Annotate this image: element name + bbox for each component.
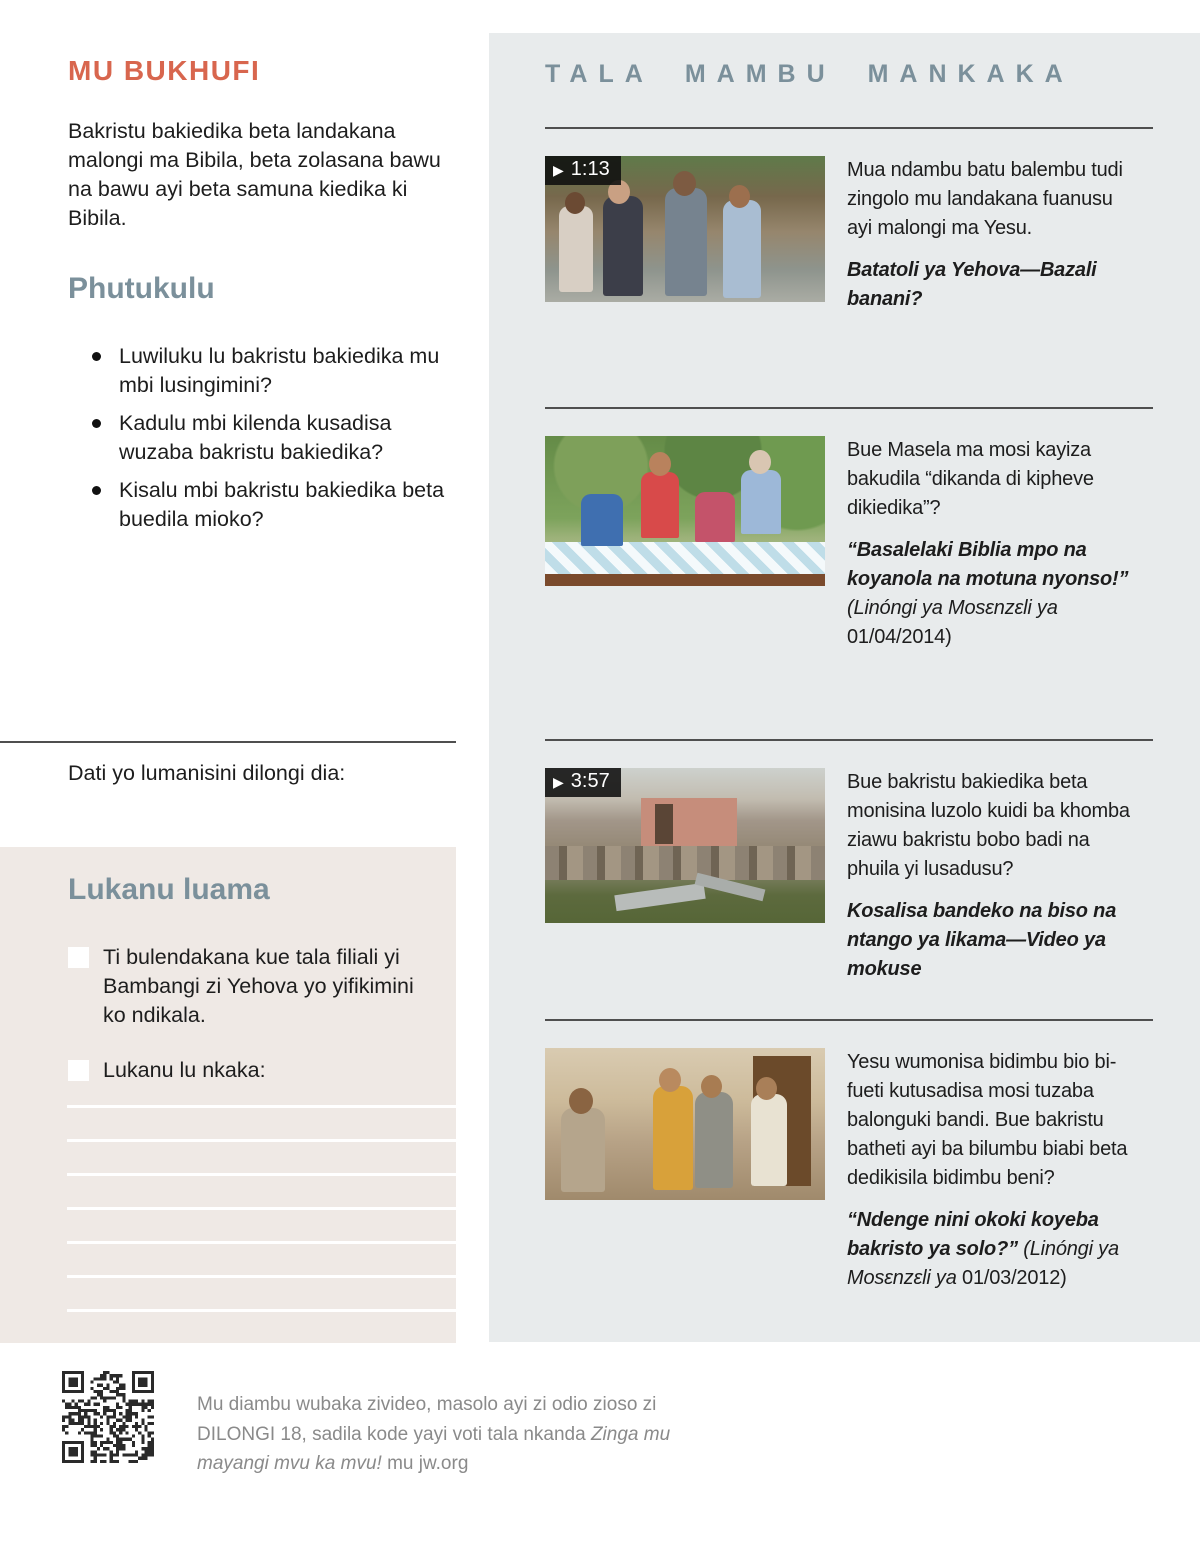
list-item: [92, 342, 462, 400]
media-item: [545, 127, 1153, 407]
bullet-icon: [92, 486, 101, 495]
play-icon: ▶: [553, 161, 564, 178]
play-icon: ▶: [553, 773, 564, 790]
write-in-line[interactable]: [67, 1139, 456, 1142]
media-title: “Ndenge nini okoki koyeba bakristo ya solo?”: [847, 1209, 1099, 1260]
media-description: Bue bakristu bakiedika beta monisina luzolo kuidi ba khomba ziawu bakristu bobo badi na phuila yi lusadusu?: [847, 771, 1130, 880]
footer-note-text: mu jw.org: [381, 1453, 469, 1474]
thumbnail-art: [756, 1077, 777, 1100]
publication-title: Zinga mu mayangi mvu ka mvu!: [197, 1423, 671, 1474]
thumbnail-art: [729, 185, 750, 208]
checkbox[interactable]: [68, 1060, 89, 1081]
write-in-line[interactable]: [67, 1275, 456, 1278]
source-date: 01/03/2012): [962, 1267, 1067, 1289]
media-description: Mua ndambu batu balembu tudi zingolo mu landakana fuanusu ayi malongi ma Yesu.: [847, 159, 1123, 239]
thumbnail-art: [653, 1086, 693, 1190]
thumbnail-art: [695, 1092, 733, 1188]
media-title: Kosalisa bandeko na biso na ntango ya likama—Video ya mokuse: [847, 900, 1117, 980]
thumbnail-art: [741, 470, 781, 534]
thumbnail-art: [749, 450, 771, 474]
write-in-line[interactable]: [67, 1207, 456, 1210]
goals-box-title: Lukanu luama: [68, 873, 270, 906]
footer-note: [197, 1390, 697, 1479]
thumbnail-art: [695, 492, 735, 542]
goals-box: [0, 847, 456, 1343]
thumbnail-art: [751, 1094, 787, 1186]
image-thumbnail-jesus-teaching[interactable]: [545, 1048, 825, 1200]
preview-questions-list: [92, 342, 462, 543]
thumbnail-art: [545, 846, 825, 880]
divider: [0, 741, 456, 743]
goal-item-text: Lukanu lu nkaka:: [103, 1058, 266, 1082]
thumbnail-art: [701, 1075, 722, 1098]
list-item-text: Luwiluku lu bakristu bakiedika mu mbi lusingimini?: [119, 344, 440, 397]
goal-item: [68, 943, 433, 1030]
source-reference: (Linóngi ya Mosɛnzɛli ya: [847, 1238, 1119, 1289]
write-in-line[interactable]: [67, 1105, 456, 1108]
media-description: Bue Masela ma mosi kayiza bakudila “dikanda di kipheve dikiedika”?: [847, 439, 1094, 519]
panel-title: TALA MAMBU MANKAKA: [545, 60, 1074, 88]
video-thumbnail-disaster-relief[interactable]: [545, 768, 825, 923]
list-item-text: Kadulu mbi kilenda kusadisa wuzaba bakristu bakiedika?: [119, 411, 392, 464]
source-reference: (Linóngi ya Mosɛnzɛli ya: [847, 597, 1058, 619]
bullet-icon: [92, 352, 101, 361]
thumbnail-art: [569, 1088, 593, 1114]
list-item: [92, 476, 462, 534]
thumbnail-art: [565, 192, 585, 214]
media-item: [545, 739, 1153, 1019]
thumbnail-art: [603, 196, 643, 296]
section-title-preview: Phutukulu: [68, 272, 215, 305]
qr-code-image: [62, 1371, 154, 1463]
thumbnail-art: [649, 452, 671, 476]
thumbnail-art: [659, 1068, 681, 1092]
date-prompt: Dati yo lumanisini dilongi dia:: [68, 761, 346, 785]
thumbnail-art: [561, 1108, 605, 1192]
media-item: [545, 407, 1153, 739]
source-date: 01/04/2014): [847, 626, 952, 648]
goal-item-text: Ti bulendakana kue tala filiali yi Bambangi zi Yehova yo yifikimini ko ndikala.: [103, 945, 414, 1027]
duration-badge: [545, 768, 621, 797]
related-content-panel: [489, 33, 1200, 1342]
list-item-text: Kisalu mbi bakristu bakiedika beta buedila mioko?: [119, 478, 445, 531]
video-thumbnail-street-witnessing[interactable]: [545, 156, 825, 302]
goal-item: [68, 1056, 433, 1085]
thumbnail-art: [545, 574, 825, 586]
thumbnail-art: [581, 494, 623, 546]
duration-badge: [545, 156, 621, 185]
bullet-icon: [92, 419, 101, 428]
intro-paragraph: Bakristu bakiedika beta landakana malongi ma Bibila, beta zolasana bawu na bawu ayi beta samuna kiedika ki Bibila.: [68, 119, 441, 230]
thumbnail-art: [673, 171, 696, 196]
checkbox[interactable]: [68, 947, 89, 968]
media-item: [545, 1019, 1153, 1319]
thumbnail-art: [614, 883, 705, 911]
write-in-line[interactable]: [67, 1173, 456, 1176]
photo-thumbnail-family-picnic[interactable]: [545, 436, 825, 586]
thumbnail-art: [655, 804, 673, 844]
thumbnail-art: [641, 472, 679, 538]
qr-code: [62, 1371, 154, 1463]
footer-note-text: Mu diambu wubaka zivideo, masolo ayi zi odio zioso zi DILONGI 18, sadila kode yayi voti tala nkanda: [197, 1394, 657, 1445]
media-title: Batatoli ya Yehova—Bazali banani?: [847, 259, 1097, 310]
page-title: MU BUKHUFI: [68, 55, 261, 86]
media-description: Yesu wumonisa bidimbu bio bifueti kutusadisa mosi tuzaba balonguki bandi. Bue bakristu batheti ayi ba bilumbu biabi beta dedikisila bidimbu beni?: [847, 1051, 1128, 1189]
thumbnail-art: [723, 200, 761, 298]
duration-text: 3:57: [570, 770, 610, 792]
thumbnail-art: [559, 206, 593, 292]
duration-text: 1:13: [570, 158, 610, 180]
write-in-line[interactable]: [67, 1309, 456, 1312]
write-in-line[interactable]: [67, 1241, 456, 1244]
thumbnail-art: [665, 188, 707, 296]
media-title: “Basalelaki Biblia mpo na koyanola na motuna nyonso!”: [847, 539, 1129, 590]
list-item: [92, 409, 462, 467]
